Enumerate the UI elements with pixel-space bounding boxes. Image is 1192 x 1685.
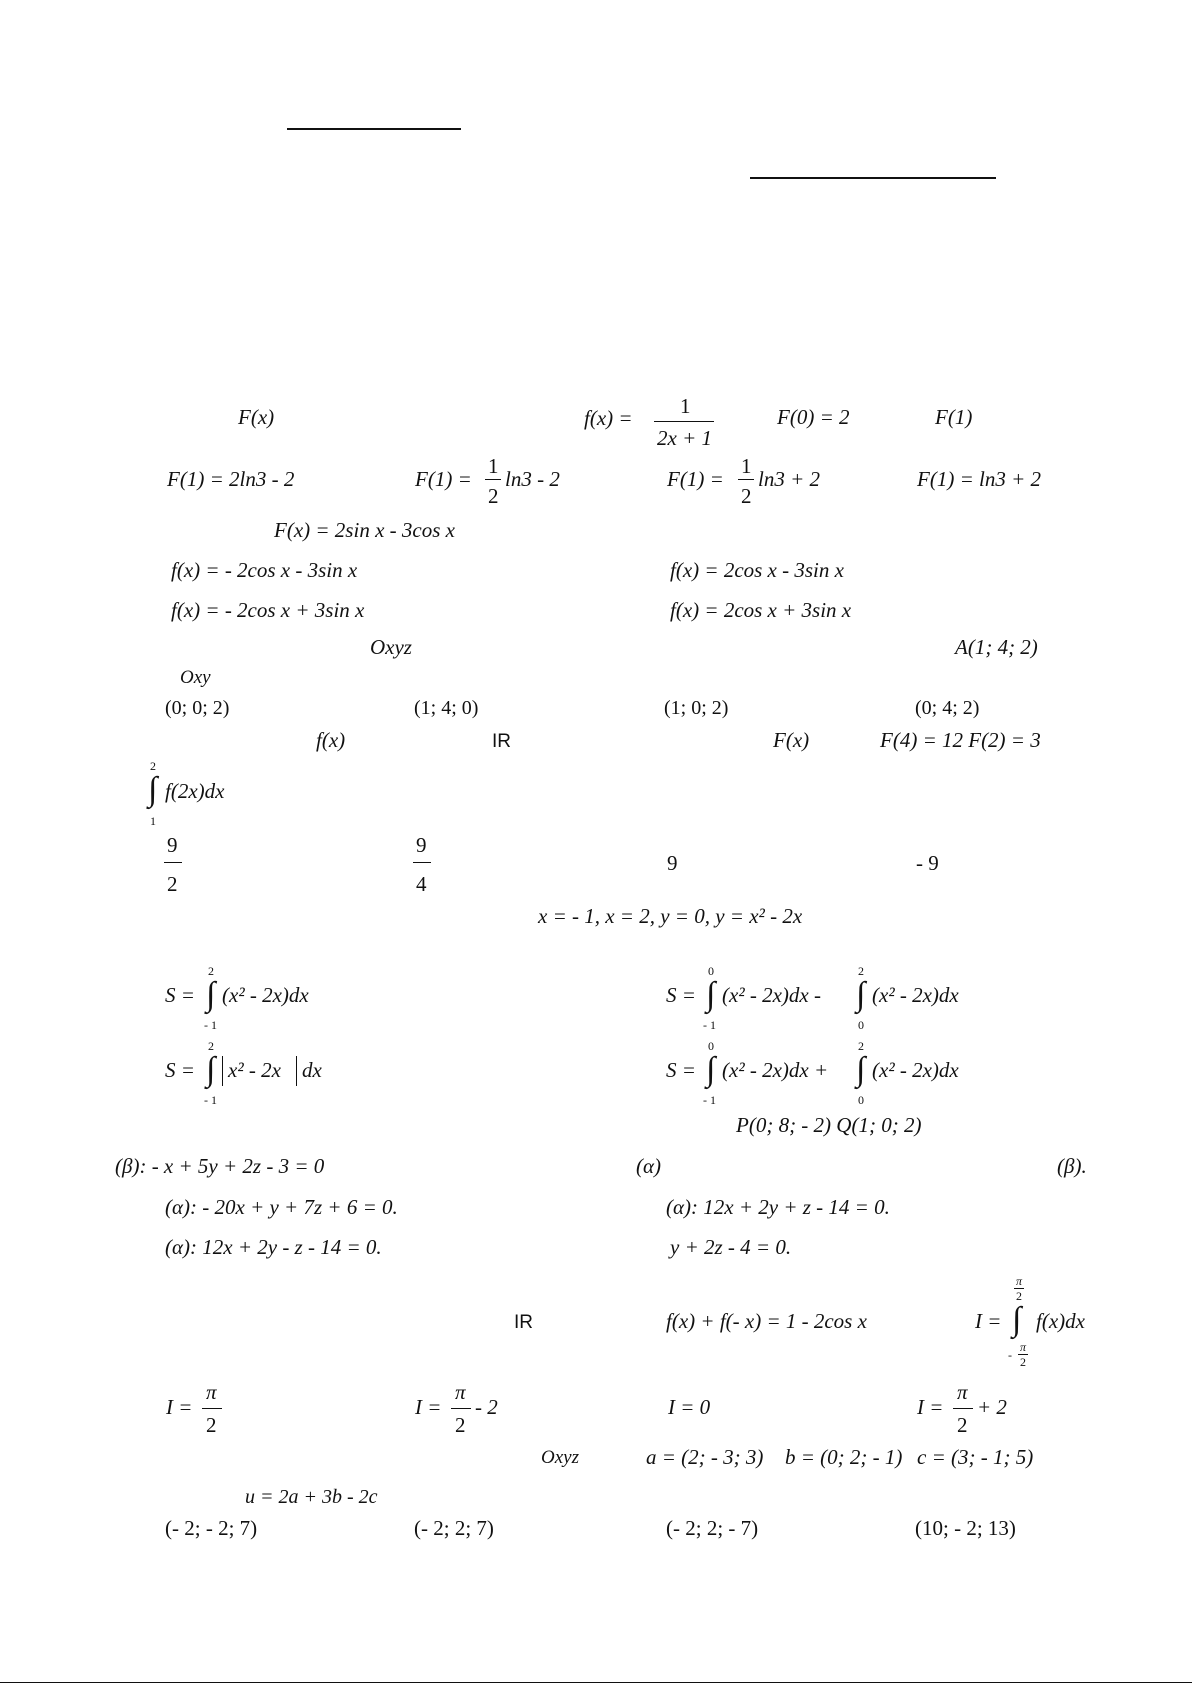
q8-vec-a: a = (2; - 3; 3): [646, 1445, 764, 1469]
q5-option-b-upper1: 0: [708, 964, 714, 978]
q5-option-a-integral: ∫: [206, 976, 216, 1013]
q1-option-c-lhs: F(1) =: [667, 467, 724, 491]
q3-plane: Oxy: [180, 667, 211, 688]
q4-prim: F(x): [773, 728, 810, 752]
q4-option-d: - 9: [916, 851, 939, 875]
q6-points: P(0; 8; - 2) Q(1; 0; 2): [736, 1113, 922, 1137]
q6-option-a: (α): - 20x + y + 7z + 6 = 0.: [165, 1195, 398, 1219]
q6-plane-beta: (β): - x + 5y + 2z - 3 = 0: [115, 1154, 325, 1178]
q7-option-b-num: π: [455, 1380, 466, 1404]
q2-option-b: f(x) = 2cos x - 3sin x: [670, 558, 844, 582]
q5-option-d-lower1: - 1: [703, 1093, 716, 1107]
q5-option-c-abs-left: [222, 1056, 223, 1086]
q7-option-a-lhs: I =: [166, 1395, 193, 1419]
q4-func: f(x): [316, 728, 346, 752]
q4-cond: F(4) = 12 F(2) = 3: [880, 728, 1041, 752]
q8-option-d: (10; - 2; 13): [915, 1516, 1016, 1540]
q7-option-d-num: π: [957, 1380, 968, 1404]
q4-option-a-den: 2: [167, 872, 178, 896]
q4-option-b-bar: [413, 862, 431, 863]
q5-option-a-upper: 2: [208, 964, 214, 978]
q5-option-c-lower: - 1: [204, 1093, 217, 1107]
q7-int-lower-num: π: [1020, 1340, 1027, 1354]
q6-option-c: (α): 12x + 2y - z - 14 = 0.: [165, 1235, 382, 1259]
q4-option-b-den: 4: [416, 872, 427, 896]
q8-vec-u: u = 2a + 3b - 2c: [245, 1486, 378, 1508]
q7-option-d-rhs: + 2: [977, 1395, 1007, 1419]
q7-option-b-bar: [451, 1408, 471, 1409]
q1-option-b-num: 1: [488, 454, 499, 478]
q5-option-d-body2: (x² - 2x)dx: [872, 1058, 959, 1082]
q4-integrand: f(2x)dx: [165, 779, 225, 803]
q3-point: A(1; 4; 2): [955, 635, 1038, 659]
q3-option-c: (1; 0; 2): [664, 697, 729, 719]
q7-option-b-lhs: I =: [415, 1395, 442, 1419]
q5-option-b-body1: (x² - 2x)dx -: [722, 983, 821, 1007]
q8-system: Oxyz: [541, 1447, 579, 1468]
q1-option-b-den: 2: [488, 484, 499, 508]
q5-option-d-lhs: S =: [666, 1058, 696, 1082]
q5-option-d-upper2: 2: [858, 1039, 864, 1053]
q8-option-a: (- 2; - 2; 7): [165, 1516, 258, 1540]
q7-option-a-num: π: [206, 1380, 217, 1404]
q5-option-b-integral1: ∫: [706, 976, 716, 1013]
q7-int-lower-sign: -: [1008, 1348, 1012, 1362]
q1-given-F0: F(0) = 2: [777, 405, 850, 429]
q7-relation: f(x) + f(- x) = 1 - 2cos x: [666, 1309, 867, 1333]
q4-option-a-num: 9: [167, 833, 178, 857]
q5-option-a-body: (x² - 2x)dx: [222, 983, 309, 1007]
q1-option-c-bar: [738, 479, 754, 480]
q6-option-b: (α): 12x + 2y + z - 14 = 0.: [666, 1195, 890, 1219]
q5-option-d-lower2: 0: [858, 1093, 864, 1107]
q7-integral-sign: ∫: [1012, 1301, 1022, 1338]
q1-option-d: F(1) = ln3 + 2: [917, 467, 1041, 491]
q7-int-lower-den: 2: [1020, 1355, 1026, 1369]
q5-option-d-integral2: ∫: [856, 1051, 866, 1088]
q5-option-c-body: x² - 2x: [228, 1058, 281, 1082]
q1-asked-F1: F(1): [935, 405, 973, 429]
q1-option-b-lhs: F(1) =: [415, 467, 472, 491]
q7-int-upper-den: 2: [1016, 1289, 1022, 1303]
q3-option-b: (1; 4; 0): [414, 697, 479, 719]
q5-option-a-lhs: S =: [165, 983, 195, 1007]
q5-option-b-lhs: S =: [666, 983, 696, 1007]
q8-vec-c: c = (3; - 1; 5): [917, 1445, 1034, 1469]
q5-option-c-integral: ∫: [206, 1051, 216, 1088]
q5-option-b-body2: (x² - 2x)dx: [872, 983, 959, 1007]
q1-given-f-fraction-bar: [654, 421, 714, 422]
q4-domain: IR: [492, 731, 511, 752]
q5-option-d-body1: (x² - 2x)dx +: [722, 1058, 829, 1082]
q4-int-upper: 2: [150, 759, 156, 773]
header-underline-right: [750, 177, 996, 179]
q5-option-b-upper2: 2: [858, 964, 864, 978]
q5-option-b-lower1: - 1: [703, 1018, 716, 1032]
q5-option-a-lower: - 1: [204, 1018, 217, 1032]
q5-option-c-lhs: S =: [165, 1058, 195, 1082]
q7-option-a-bar: [202, 1408, 222, 1409]
q5-option-c-tail: dx: [302, 1058, 322, 1082]
q1-var-Fx: F(x): [238, 405, 275, 429]
header-underline-left: [287, 128, 461, 130]
q8-option-b: (- 2; 2; 7): [414, 1516, 494, 1540]
q7-option-d-lhs: I =: [917, 1395, 944, 1419]
q1-option-c-rhs: ln3 + 2: [758, 467, 821, 491]
q5-option-c-upper: 2: [208, 1039, 214, 1053]
q8-vec-b: b = (0; 2; - 1): [785, 1445, 903, 1469]
q7-option-d-den: 2: [957, 1413, 968, 1437]
q7-int-lhs: I =: [975, 1309, 1002, 1333]
q1-option-c-den: 2: [741, 484, 752, 508]
q1-given-f-num: 1: [680, 394, 691, 418]
q5-option-d-integral1: ∫: [706, 1051, 716, 1088]
q7-integrand: f(x)dx: [1036, 1309, 1085, 1333]
q7-option-b-den: 2: [455, 1413, 466, 1437]
q2-given: F(x) = 2sin x - 3cos x: [274, 518, 455, 542]
q5-option-b-lower2: 0: [858, 1018, 864, 1032]
q1-given-f-den: 2x + 1: [657, 426, 712, 450]
q5-curves: x = - 1, x = 2, y = 0, y = x² - 2x: [538, 904, 803, 928]
q7-option-d-bar: [953, 1408, 973, 1409]
q1-option-a: F(1) = 2ln3 - 2: [167, 467, 295, 491]
q5-option-b-integral2: ∫: [856, 976, 866, 1013]
q8-option-c: (- 2; 2; - 7): [666, 1516, 759, 1540]
q7-option-a-den: 2: [206, 1413, 217, 1437]
q6-beta-end: (β).: [1057, 1154, 1087, 1178]
q2-option-a: f(x) = - 2cos x - 3sin x: [171, 558, 358, 582]
q3-option-a: (0; 0; 2): [165, 697, 230, 719]
q7-int-upper-num: π: [1016, 1274, 1023, 1288]
q2-option-d: f(x) = 2cos x + 3sin x: [670, 598, 852, 622]
q5-option-c-abs-right: [296, 1056, 297, 1086]
q4-option-b-num: 9: [416, 833, 427, 857]
q1-given-f: f(x) =: [584, 406, 633, 430]
q4-option-c: 9: [667, 851, 678, 875]
q4-int-lower: 1: [150, 814, 156, 828]
footer-rule: [0, 1682, 1192, 1683]
q1-option-b-bar: [485, 479, 501, 480]
q7-option-c: I = 0: [668, 1395, 711, 1419]
q4-integral-sign: ∫: [148, 771, 158, 808]
q2-option-c: f(x) = - 2cos x + 3sin x: [171, 598, 365, 622]
q1-option-c-num: 1: [741, 454, 752, 478]
q6-alpha: (α): [636, 1154, 662, 1178]
q5-option-d-upper1: 0: [708, 1039, 714, 1053]
q3-option-d: (0; 4; 2): [915, 697, 980, 719]
q1-option-b-rhs: ln3 - 2: [505, 467, 560, 491]
q4-option-a-bar: [164, 862, 182, 863]
q7-option-b-rhs: - 2: [475, 1395, 498, 1419]
q6-option-d: y + 2z - 4 = 0.: [670, 1235, 792, 1259]
q7-domain: IR: [514, 1312, 533, 1333]
q3-system: Oxyz: [370, 635, 412, 659]
